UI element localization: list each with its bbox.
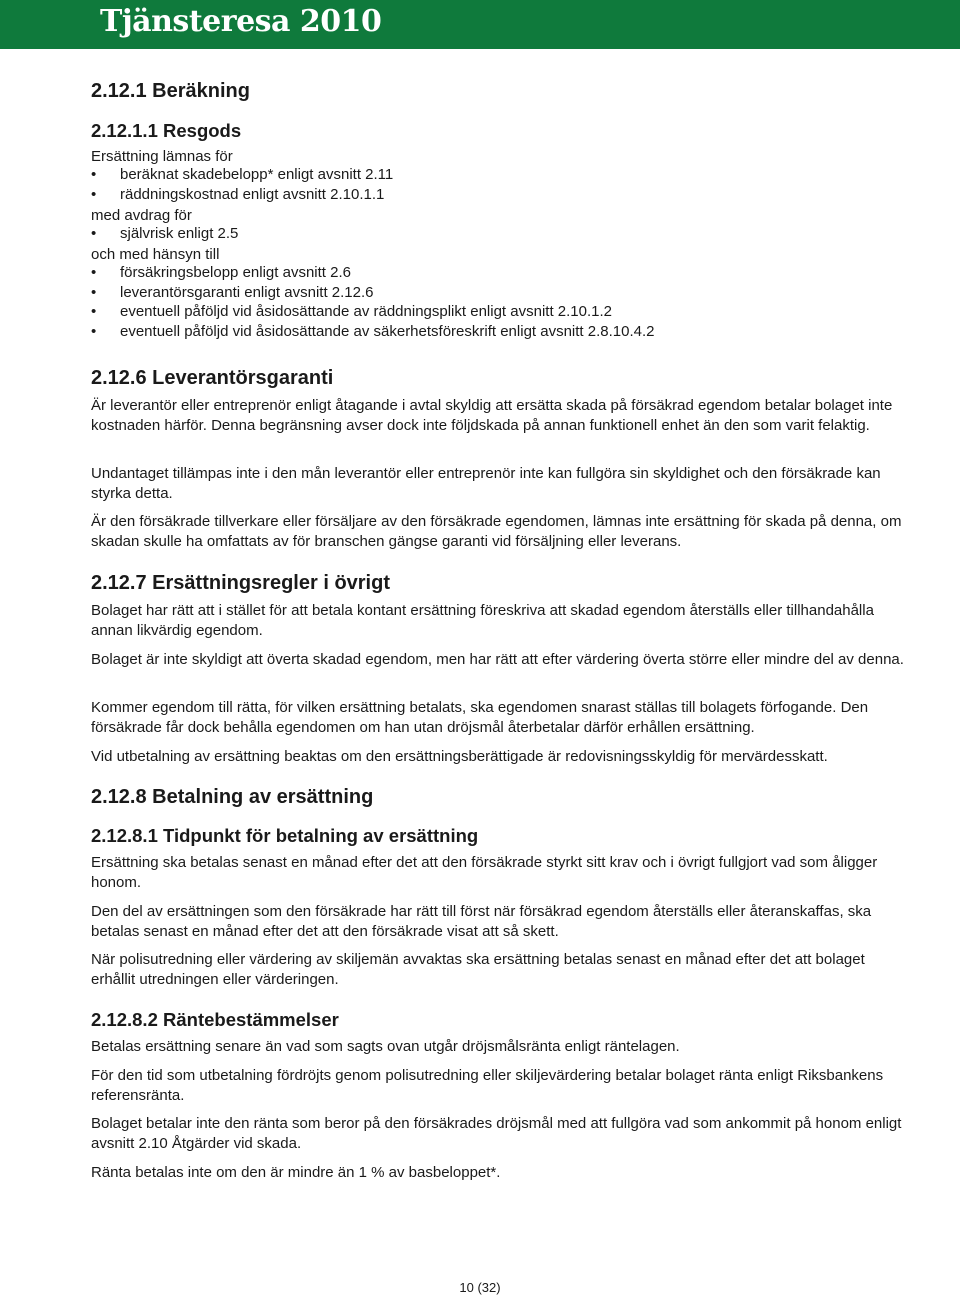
paragraph: Vid utbetalning av ersättning beaktas om den ersättningsberättigade är redovisningsskyldig för mervärdesskatt. xyxy=(91,748,828,765)
page-number: 10 (32) xyxy=(459,1280,501,1295)
list-item: • försäkringsbelopp enligt avsnitt 2.6 xyxy=(91,264,351,281)
list-item: • beräknat skadebelopp* enligt avsnitt 2.11 xyxy=(91,166,394,183)
bullet-icon: • xyxy=(91,322,97,340)
header-bar xyxy=(0,0,960,49)
resgods-list-3 xyxy=(91,263,911,341)
list-item: • självrisk enligt 2.5 xyxy=(91,225,239,242)
heading-2-12-7: 2.12.7 Ersättningsregler i övrigt xyxy=(91,572,390,594)
document-title: Tjänsteresa 2010 xyxy=(100,4,382,39)
heading-2-12-8: 2.12.8 Betalning av ersättning xyxy=(91,786,374,808)
resgods-mid-2: och med hänsyn till xyxy=(91,246,220,263)
paragraph: Den del av ersättningen som den försäkrade har rätt till först när försäkrad egendom återställs eller återanskaffas, ska betalas senast en månad efter det att den försäkrade visat att så skett. xyxy=(91,903,872,940)
bullet-icon: • xyxy=(91,166,97,183)
resgods-list-2 xyxy=(91,224,911,244)
paragraph: Är leverantör eller entreprenör enligt åtagande i avtal skyldig att ersätta skada på försäkrad egendom betalar bolaget inte kostnaden härför. Denna begränsning avser dock inte följdskada på annan funktionell enhet än den som varit felaktig. xyxy=(91,397,893,434)
heading-2-12-8-1: 2.12.8.1 Tidpunkt för betalning av ersättning xyxy=(91,825,479,846)
bullet-icon: • xyxy=(91,185,97,203)
paragraph: Ersättning ska betalas senast en månad efter det att den försäkrade styrkt sitt krav och i övrigt fullgjort vad som åligger honom. xyxy=(91,854,878,891)
bullet-icon: • xyxy=(91,225,97,242)
paragraph: Kommer egendom till rätta, för vilken ersättning betalats, ska egendomen snarast ställas till bolagets förfogande. Den försäkrade får dock behålla egendomen om han utan dröjsmål återbetalar därför erhållen ersättning. xyxy=(91,699,869,736)
paragraph: Betalas ersättning senare än vad som sagts ovan utgår dröjsmålsränta enligt räntelagen. xyxy=(91,1038,680,1055)
paragraph: Är den försäkrade tillverkare eller försäljare av den försäkrade egendomen, lämnas inte ersättning för skada på denna, om skadan skulle ha omfattats av för branschen gängse garanti vid försäljning eller leverans. xyxy=(91,513,902,550)
paragraph: För den tid som utbetalning fördröjts genom polisutredning eller skiljevärdering betalar bolaget ränta enligt Riksbankens referensränta. xyxy=(91,1067,884,1104)
heading-2-12-1: 2.12.1 Beräkning xyxy=(91,80,250,102)
heading-2-12-8-2: 2.12.8.2 Räntebestämmelser xyxy=(91,1009,339,1030)
paragraph: Ränta betalas inte om den är mindre än 1 % av basbeloppet*. xyxy=(91,1164,501,1181)
heading-2-12-6: 2.12.6 Leverantörsgaranti xyxy=(91,367,334,389)
paragraph: Bolaget har rätt att i stället för att betala kontant ersättning föreskriva att skadad egendom återställs eller tillhandahålla annan likvärdig egendom. xyxy=(91,602,874,639)
bullet-icon: • xyxy=(91,303,97,320)
list-item: • eventuell påföljd vid åsidosättande av säkerhetsföreskrift enligt avsnitt 2.8.10.4.2 xyxy=(91,322,655,340)
resgods-mid-1: med avdrag för xyxy=(91,207,192,224)
paragraph: Bolaget betalar inte den ränta som beror på den försäkrades dröjsmål med att fullgöra vad som ankommit på honom enligt avsnitt 2.10 Åtgärder vid skada. xyxy=(91,1115,902,1152)
paragraph: Undantaget tillämpas inte i den mån leverantör eller entreprenör inte kan fullgöra sin skyldighet och den försäkrade kan styrka detta. xyxy=(91,465,881,502)
heading-2-12-1-1: 2.12.1.1 Resgods xyxy=(91,120,242,141)
resgods-list-1 xyxy=(91,165,911,204)
paragraph: När polisutredning eller värdering av skiljemän avvaktas ska ersättning betalas senast en månad efter det att bolaget erhållit utredningen eller värderingen. xyxy=(91,951,865,988)
bullet-icon: • xyxy=(91,283,97,301)
list-item: • räddningskostnad enligt avsnitt 2.10.1.1 xyxy=(91,185,385,203)
list-item: • eventuell påföljd vid åsidosättande av räddningsplikt enligt avsnitt 2.10.1.2 xyxy=(91,303,612,320)
list-item: • leverantörsgaranti enligt avsnitt 2.12.6 xyxy=(91,283,374,301)
paragraph: Bolaget är inte skyldigt att överta skadad egendom, men har rätt att efter värdering överta större eller mindre del av denna. xyxy=(91,651,904,668)
resgods-intro: Ersättning lämnas för xyxy=(91,148,233,165)
bullet-icon: • xyxy=(91,264,97,281)
